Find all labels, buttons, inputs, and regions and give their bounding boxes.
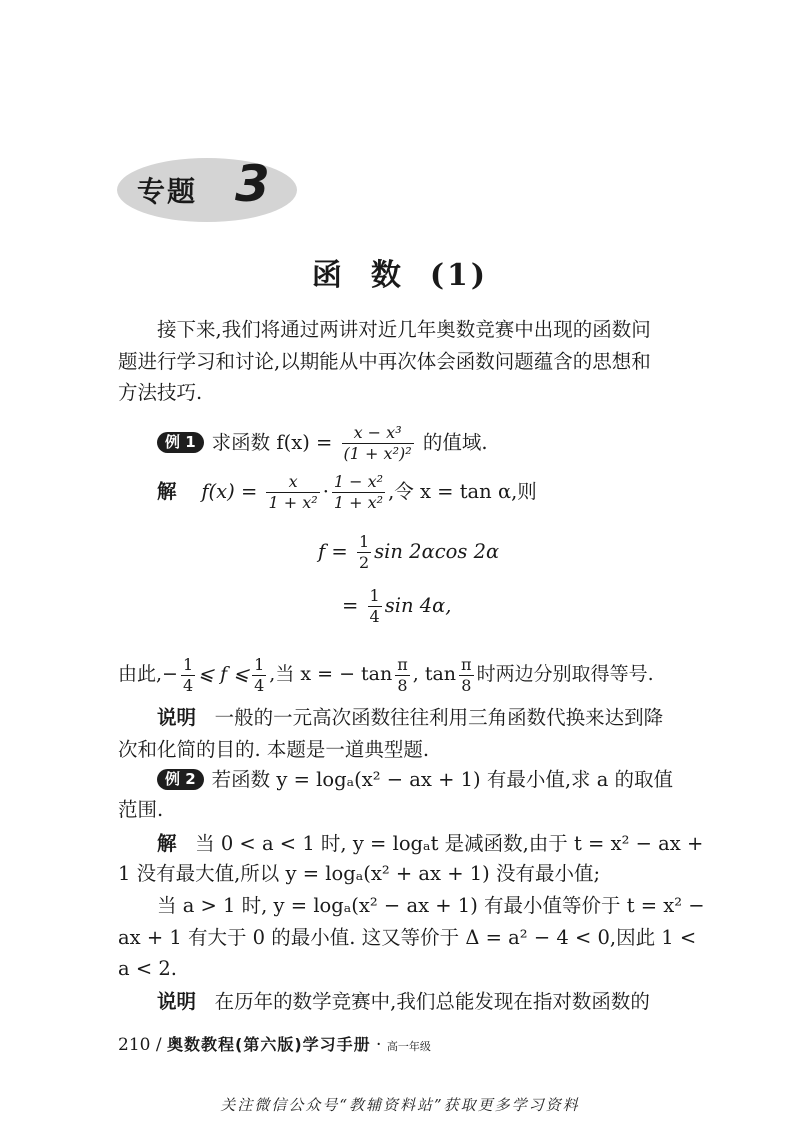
page-footer: 210 / 奥数教程(第六版)学习手册 · 高一年级 [118,1035,431,1055]
fraction: $\frac{x}{\text{1 + x²}}$ [268,472,318,512]
page-title: 函 数 (1) [311,258,489,293]
example-2-tag: 例 2 [157,769,204,790]
solution-2-line: 当 a > 1 时, y = logₐ(x² − ax + 1) 有最小值等价于 t = x² − [157,894,705,917]
equation-1: f = $\frac{1}{2}$ sin 2αcos 2α [318,532,500,572]
note-1: 说明 一般的一元高次函数往往利用三角函数代换来达到降 [157,706,664,729]
fraction: $\frac{1}{4}$ [369,586,380,626]
fraction: $\frac{1}{4}$ [182,654,194,695]
example-1-tag: 例 1 [157,432,204,453]
page-number: 210 / [118,1035,162,1055]
example-1: 例 1 求函数 f(x) = $\frac{\text{x − x³}}{\text{(1 + x²)²}}$ 的值域. [157,422,727,464]
fraction: $\frac{1}{4}$ [254,654,265,695]
equation-2: = $\frac{1}{4}$ sin 4α, [342,586,452,626]
solution-label: 解 [157,832,177,855]
example-2: 例 2 若函数 y = logₐ(x² − ax + 1) 有最小值,求 a 的取值 [157,766,727,794]
note-2: 说明 在历年的数学竞赛中,我们总能发现在指对数函数的 [157,990,650,1013]
intro-line: 方法技巧. [118,381,203,404]
fraction: $\frac{\pi}{8}$ [461,654,472,695]
intro-line: 接下来,我们将通过两讲对近几年奥数竞赛中出现的函数问 [157,318,651,341]
note-label: 说明 [157,706,197,729]
solution-1: 解 f(x) = $\frac{x}{\text{1 + x²}}$ · $\frac{\text{1 − x²}}{\text{1 + x²}}$ ,令 x = tan α,则 [157,472,537,512]
book-title: 奥数教程(第六版)学习手册 [167,1035,371,1054]
fraction: $\frac{\text{1 − x²}}{\text{1 + x²}}$ [333,472,384,512]
solution-2-line: 1 没有最大值,所以 y = logₐ(x² + ax + 1) 没有最小值; [118,862,601,885]
example-2-line: 范围. [118,798,164,821]
chapter-badge [117,155,297,222]
fraction: $\frac{\pi}{8}$ [397,654,408,695]
note-1-line: 次和化简的目的. 本题是一道典型题. [118,738,430,761]
badge-label: 专题 [137,175,198,208]
conclusion-1: 由此,− $\frac{1}{4}$ ⩽ f ⩽ $\frac{1}{4}$ ,当 x = − tan $\frac{\pi}{8}$ , tan $\frac{\pi}{8}$ 时两边分别取得等号. [118,654,654,695]
note-label: 说明 [157,990,197,1013]
solution-2-line: a < 2. [118,957,177,980]
solution-label: 解 [157,480,177,503]
intro-line: 题进行学习和讨论,以期能从中再次体会函数问题蕴含的思想和 [118,350,651,373]
badge-number: 3 [235,155,270,213]
watermark-notice: 关注微信公众号“教辅资料站”获取更多学习资料 [220,1096,580,1114]
grade-label: 高一年级 [386,1040,431,1053]
fraction: $\frac{\text{x − x³}}{\text{(1 + x²)²}}$ [343,423,412,463]
solution-2: 解 当 0 < a < 1 时, y = logₐt 是减函数,由于 t = x² − ax + [157,832,704,855]
fraction: $\frac{1}{2}$ [358,532,370,572]
solution-2-line: ax + 1 有大于 0 的最小值. 这又等价于 Δ = a² − 4 < 0,因此 1 < [118,926,697,949]
